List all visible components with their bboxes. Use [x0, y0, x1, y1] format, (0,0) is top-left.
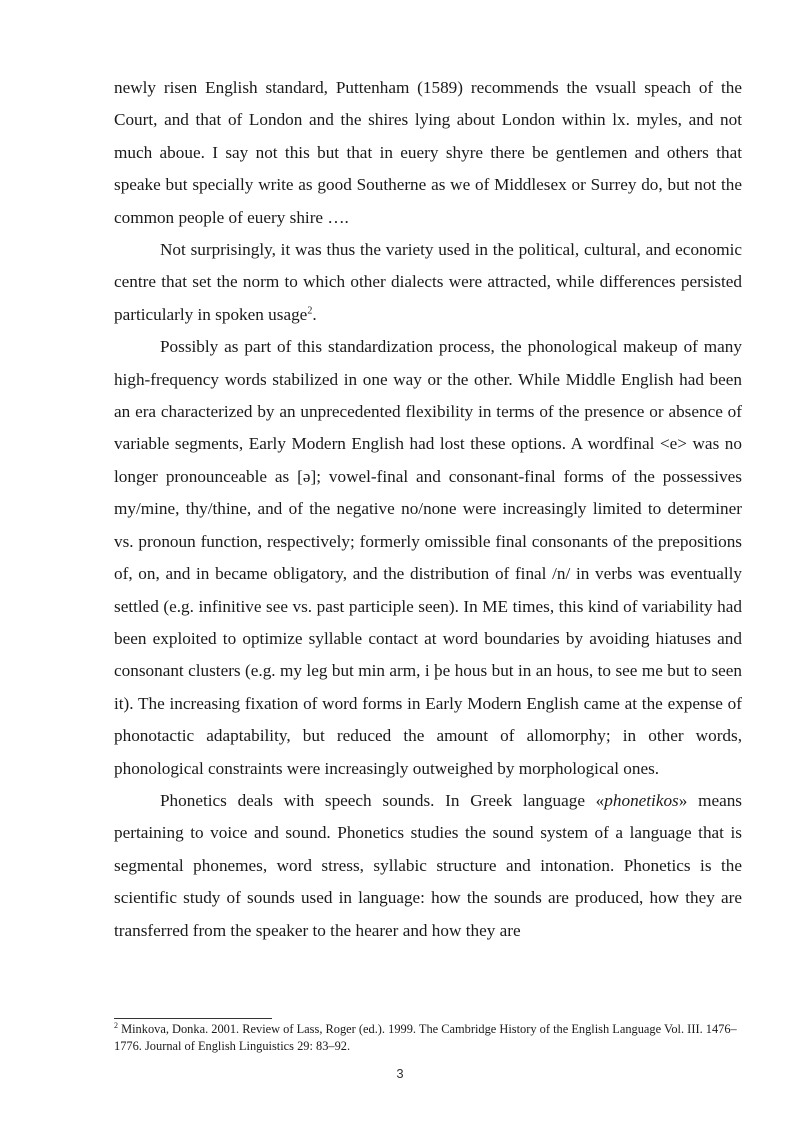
page-number: 3: [396, 1066, 404, 1081]
footnote-text: Minkova, Donka. 2001. Review of Lass, Roger (ed.). 1999. The Cambridge History of the English Language Vol. III. 1476–1776. Journal of English Linguistics 29: 83–92.: [114, 1022, 737, 1053]
paragraph-standard-variety: [114, 234, 742, 331]
document-body: [114, 72, 742, 947]
paragraph-standardization: Possibly as part of this standardization process, the phonological makeup of many high-frequency words stabilized in one way or the other. While Middle English had been an era characterized by an unprecedented flexibility in terms of the presence or absence of variable segments, Early Modern English had lost these options. A wordfinal <e> was no longer pronounceable as [ə]; vowel-final and consonant-final forms of the possessives my/mine, thy/thine, and of the negative no/none were increasingly limited to determiner vs. pronoun function, respectively; formerly omissible final consonants of the prepositions of, on, and in became obligatory, and the distribution of final /n/ in verbs was eventually settled (e.g. infinitive see vs. past participle seen). In ME times, this kind of variability had been exploited to optimize syllable contact at word boundaries by avoiding hiatuses and consonant clusters (e.g. my leg but min arm, i þe hous but in an hous, to see me but to seen it). The increasing fixation of word forms in Early Modern English came at the expense of phonotactic adaptability, but reduced the amount of allomorphy; in other words, phonological constraints were increasingly outweighed by morphological ones.: [114, 337, 742, 778]
footnote-reference[interactable]: 2: [307, 305, 313, 317]
paragraph-text-rest: » means pertaining to voice and sound. Phonetics studies the sound system of a language that is segmental phonemes, word stress, syllabic structure and intonation. Phonetics is the scientific study of sounds used in language: how the sounds are produced, how they are transferred from the speaker to the hearer and how they are: [114, 790, 742, 940]
paragraph-text: Phonetics deals with speech sounds. In Greek language «: [160, 790, 605, 810]
paragraph-phonetics: [114, 785, 742, 947]
footnote: [114, 1021, 742, 1055]
footnote-divider: [114, 1018, 272, 1019]
paragraph-end: .: [312, 304, 317, 324]
footnote-marker: 2: [114, 1020, 118, 1030]
paragraph-text: Not surprisingly, it was thus the variety used in the political, cultural, and economic centre that set the norm to which other dialects were attracted, while differences persisted particularly in spoken usage: [114, 240, 742, 324]
paragraph-quote-continuation: newly risen English standard, Puttenham (1589) recommends the vsuall speach of the Court, and that of London and the shires lying about London within lx. myles, and not much aboue. I say not this but that in euery shyre there be gentlemen and others that speake but specially write as good Southerne as we of Middlesex or Surrey do, but not the common people of euery shire ….: [114, 78, 742, 227]
greek-term: phonetikos: [604, 790, 679, 810]
